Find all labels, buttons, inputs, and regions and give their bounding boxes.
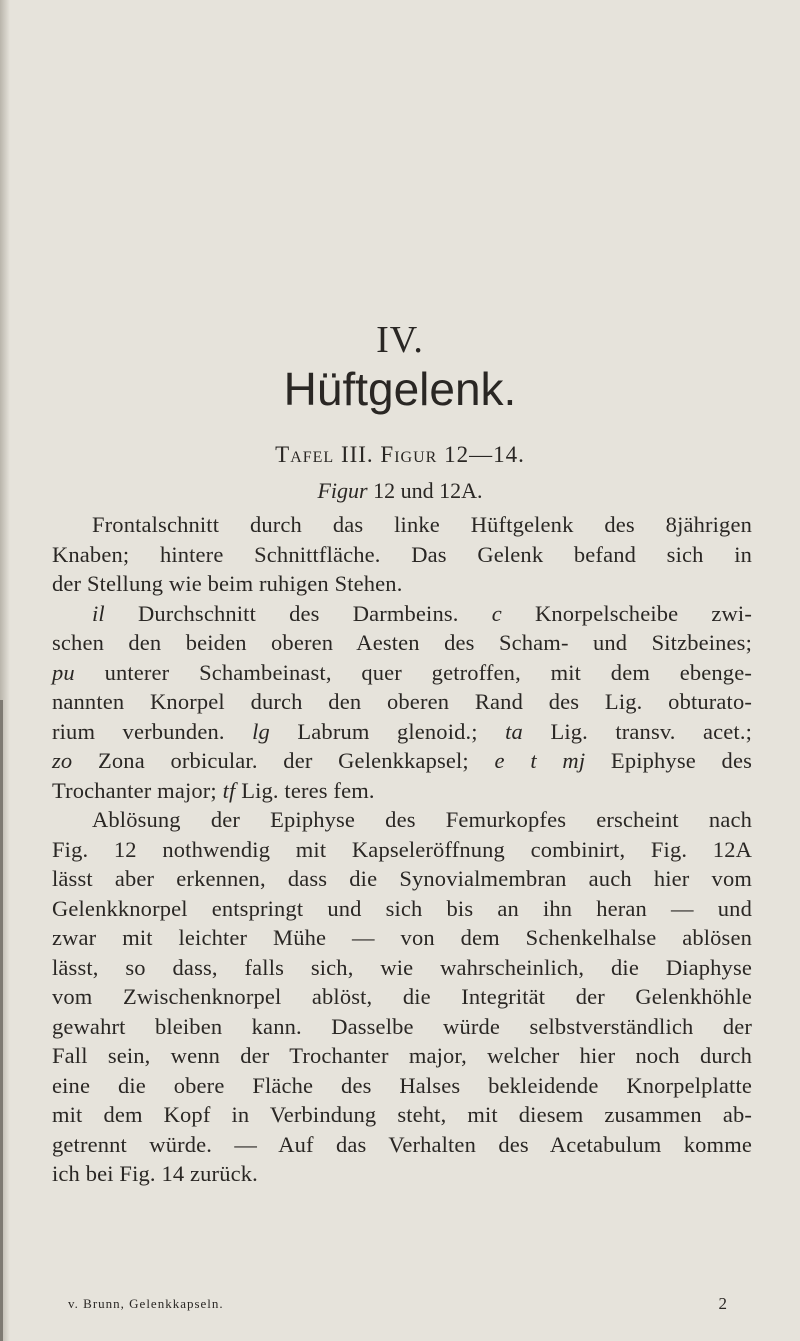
text-line: mit dem Kopf in Verbindung steht, mit diesem zusammen ab- <box>52 1102 752 1127</box>
text-line: gewahrt bleiben kann. Dasselbe würde selbstverständlich der <box>52 1013 752 1039</box>
text-line: zwar mit leichter Mühe — von dem Schenkelhalse ablösen <box>52 925 752 950</box>
text-line: pu unterer Schambeinast, quer getroffen, mit dem ebenge- <box>52 659 752 685</box>
abbreviation: ta <box>505 718 523 744</box>
body-text <box>52 510 752 1189</box>
abbreviation: zo <box>52 748 73 773</box>
text-line: zo Zona orbicular. der Gelenkkapsel; e t mj Epiphyse des <box>52 748 752 773</box>
text-line: ich bei Fig. 14 zurück. <box>52 1161 258 1186</box>
text-line: getrennt würde. — Auf das Verhalten des Acetabulum komme <box>52 1131 752 1157</box>
abbreviation: lg <box>252 718 270 744</box>
chapter-title: Hüftgelenk. <box>283 363 517 415</box>
text-line: nannten Knorpel durch den oberen Rand des Lig. obturato- <box>52 689 752 714</box>
text-line: Trochanter major; tf Lig. teres fem. <box>52 777 375 803</box>
text-line: Gelenkknorpel entspringt und sich bis an ihn heran — und <box>52 895 752 921</box>
chapter-number: IV. <box>376 319 424 361</box>
text-line: il Durchschnitt des Darmbeins. c Knorpelscheibe zwi- <box>92 600 752 626</box>
text-line: schen den beiden oberen Aesten des Scham- und Sitzbeines; <box>52 630 752 655</box>
text-line: eine die obere Fläche des Halses bekleidende Knorpelplatte <box>52 1072 752 1098</box>
abbreviation: il <box>92 600 105 626</box>
text-line: rium verbunden. lg Labrum glenoid.; ta Lig. transv. acet.; <box>52 718 753 744</box>
page-number: 2 <box>718 1294 728 1313</box>
text-line: Fall sein, wenn der Trochanter major, welcher hier noch durch <box>52 1043 752 1068</box>
abbreviation: tf <box>222 777 236 803</box>
text-line: Frontalschnitt durch das linke Hüftgelenk des 8jährigen <box>92 512 752 537</box>
figure-reference <box>0 478 800 504</box>
abbreviation: pu <box>52 659 75 685</box>
figure-label: Figur <box>317 478 368 503</box>
text-line: der Stellung wie beim ruhigen Stehen. <box>52 571 403 596</box>
plate-reference: Tafel III. Figur 12—14. <box>275 442 525 467</box>
text-line: Knaben; hintere Schnittfläche. Das Gelenk befand sich in <box>52 541 752 567</box>
source-signature: v. Brunn, Gelenkkapseln. <box>68 1296 224 1311</box>
text-line: Ablösung der Epiphyse des Femurkopfes erscheint nach <box>92 807 752 832</box>
text-line: lässt aber erkennen, dass die Synovialmembran auch hier vom <box>52 866 752 891</box>
page-edge <box>0 700 3 1341</box>
abbreviation: c <box>491 600 502 626</box>
page-footer <box>68 1296 728 1312</box>
text-line: vom Zwischenknorpel ablöst, die Integrität der Gelenkhöhle <box>52 984 752 1009</box>
text-line: Fig. 12 nothwendig mit Kapseleröffnung combinirt, Fig. 12A <box>52 836 752 862</box>
abbreviation: e t mj <box>494 748 586 773</box>
text-line: lässt, so dass, falls sich, wie wahrscheinlich, die Diaphyse <box>52 954 752 980</box>
figure-numbers: 12 und 12A. <box>373 478 483 503</box>
